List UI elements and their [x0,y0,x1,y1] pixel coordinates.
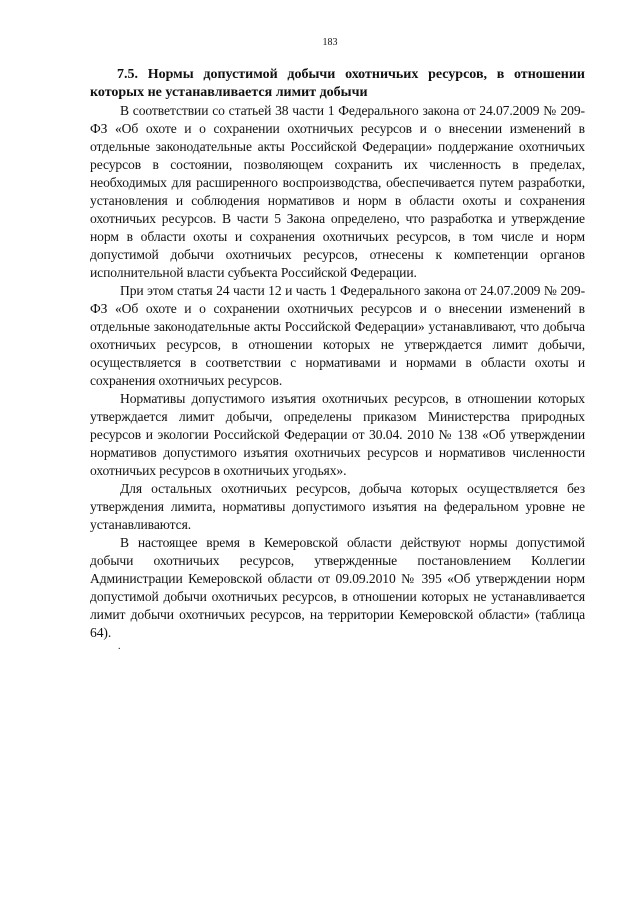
paragraph-2: При этом статья 24 части 12 и часть 1 Федерального закона от 24.07.2009 № 209-ФЗ «Об охоте и о сохранении охотничьих ресурсов и о внесении изменений в отдельные законодательные акты Российской Федерации» устанавливают, что добыча охотничьих ресурсов, в отношении которых не утверждается лимит добычи, осуществляется в соответствии с нормативами и нормами в области охоты и сохранения охотничьих ресурсов. [90,283,585,388]
page-number: 183 [322,37,338,48]
paragraph-3: Нормативы допустимого изъятия охотничьих ресурсов, в отношении которых утверждается лимит добычи, определены приказом Министерства природных ресурсов и экологии Российской Федерации от 30.04. 2010 № 138 «Об утверждении нормативов допустимого изъятия охотничьих ресурсов и нормативов численности охотничьих ресурсов в охотничьих угодьях». [90,391,585,478]
body-text [90,102,585,642]
paragraph-5: В настоящее время в Кемеровской области действуют нормы допустимой добычи охотничьих ресурсов, утвержденные постановлением Коллегии Администрации Кемеровской области от 09.09.2010 № 395 «Об утверждении норм допустимой добычи охотничьих ресурсов, в отношении которых не устанавливается лимит добычи охотничьих ресурсов, на территории Кемеровской области» (таблица 64). [90,535,585,640]
paragraph-1: В соответствии со статьей 38 части 1 Федерального закона от 24.07.2009 № 209-ФЗ «Об охоте и о сохранении охотничьих ресурсов и о внесении изменений в отдельные законодательные акты Российской Федерации» поддержание охотничьих ресурсов в состоянии, позволяющем сохранить их численность в пределах, необходимых для расширенного воспроизводства, обеспечивается путем разработки, установления и соблюдения нормативов и норм в области охоты и сохранения охотничьих ресурсов. В части 5 Закона определено, что разработка и утверждение норм в области охоты и сохранения охотничьих ресурсов, в том числе и норм допустимой добычи охотничьих ресурсов, отнесены к компетенции органов исполнительной власти субъекта Российской Федерации. [90,103,585,280]
document-page [90,0,585,905]
trailing-dot: . [118,641,121,652]
section-heading: 7.5. Нормы допустимой добычи охотничьих ресурсов, в отношении которых не устанавливается лимит добычи [90,67,585,100]
paragraph-4: Для остальных охотничьих ресурсов, добыча которых осуществляется без утверждения лимита, нормативы допустимого изъятия на федеральном уровне не устанавливаются. [90,481,585,532]
